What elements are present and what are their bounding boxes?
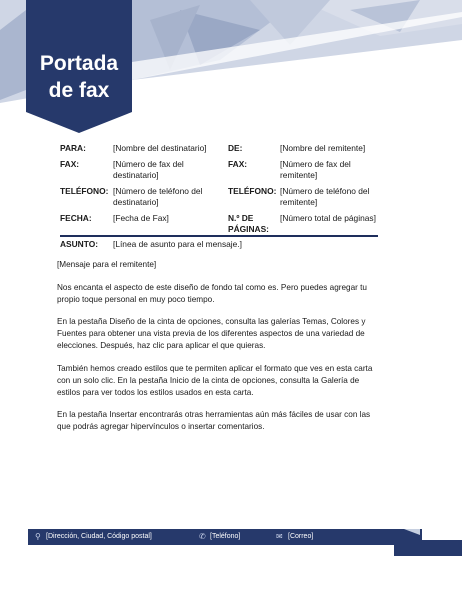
phone-icon: ✆: [199, 532, 206, 541]
subject-label: ASUNTO:: [60, 239, 98, 249]
fax-from-label: FAX:: [228, 159, 248, 169]
footer-corner-shape: [394, 529, 462, 556]
to-value[interactable]: [Nombre del destinatario]: [113, 143, 207, 153]
date-label: FECHA:: [60, 213, 92, 223]
phone-to-value[interactable]: [Número de teléfono del destinatario]: [113, 186, 203, 207]
message-heading[interactable]: [Mensaje para el remitente]: [57, 260, 157, 269]
subject-value[interactable]: [Línea de asunto para el mensaje.]: [113, 239, 242, 249]
title-line-1: Portada: [39, 52, 119, 75]
phone-from-label: TELÉFONO:: [228, 186, 277, 196]
from-label: DE:: [228, 143, 243, 153]
message-paragraph-4[interactable]: En la pestaña Insertar encontrarás otras herramientas aún más fáciles de usar con las que podrás agregar hipervínculos o insertar comentarios.: [57, 410, 371, 431]
footer-address[interactable]: [Dirección, Ciudad, Código postal]: [46, 533, 152, 540]
message-body: [57, 259, 379, 444]
location-pin-icon: ⚲: [35, 532, 41, 541]
message-paragraph-2[interactable]: En la pestaña Diseño de la cinta de opciones, consulta las galerías Temas, Colores y Fuentes para obtener una vista previa de los diferentes aspectos de una variedad de elecciones. Después, haz clic para aplicar el que quieras.: [57, 317, 366, 350]
to-label: PARA:: [60, 143, 86, 153]
pages-label: N.º DE PÁGINAS:: [228, 213, 269, 234]
fax-to-value[interactable]: [Número de fax del destinatario]: [113, 159, 184, 180]
fax-info-table: [60, 143, 378, 255]
message-paragraph-1[interactable]: Nos encanta el aspecto de este diseño de fondo tal como es. Pero puedes agregar tu propio toque personal en muy poco tiempo.: [57, 282, 367, 304]
title-line-2: de fax: [48, 79, 110, 102]
fax-from-value[interactable]: [Número de fax del remitente]: [280, 159, 351, 180]
email-icon: ✉: [276, 532, 283, 541]
pages-value[interactable]: [Número total de páginas]: [280, 213, 376, 223]
fax-label: FAX:: [60, 159, 80, 169]
page-title: [26, 50, 132, 104]
footer-phone[interactable]: [Teléfono]: [210, 533, 241, 540]
divider-rule: [60, 235, 378, 237]
from-value[interactable]: [Nombre del remitente]: [280, 143, 366, 153]
phone-from-value[interactable]: [Número de teléfono del remitente]: [280, 186, 370, 207]
date-value[interactable]: [Fecha de Fax]: [113, 213, 169, 223]
phone-label: TELÉFONO:: [60, 186, 109, 196]
message-paragraph-3[interactable]: También hemos creado estilos que te permiten aplicar el formato que ves en esta carta con un solo clic. En la pestaña Inicio de la cinta de opciones, consulta la Galería de estilos para ver todos los estilos usados en esta carta.: [57, 363, 373, 397]
footer-email[interactable]: [Correo]: [288, 533, 314, 540]
